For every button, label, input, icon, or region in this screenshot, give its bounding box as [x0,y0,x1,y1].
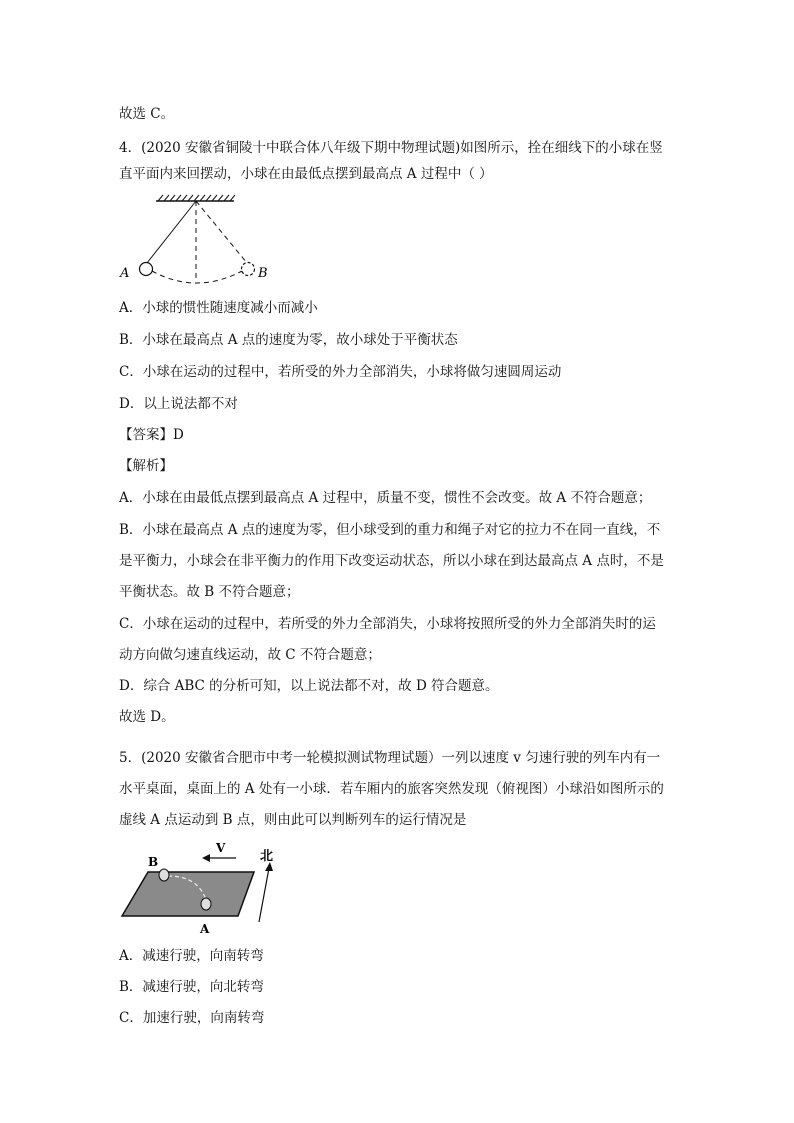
pendulum-label-a: A [120,266,130,281]
q4-option-b: B．小球在最高点 A 点的速度为零，故小球处于平衡状态 [119,332,458,348]
q4-analysis-line-1: A．小球在由最低点摆到最高点 A 过程中，质量不变，惯性不会改变。故 A 不符合题意； [119,490,652,506]
q5-option-b: B．减速行驶，向北转弯 [119,979,264,995]
q4-conclusion: 故选 D。 [119,709,175,725]
prev-conclusion: 故选 C。 [119,106,175,122]
q4-analysis-heading: 【解析】 [119,458,173,474]
pendulum-label-b: B [258,266,268,281]
pendulum-figure [116,193,286,288]
north-label: 北 [260,849,274,864]
q4-option-d: D．以上说法都不对 [119,396,238,412]
q5-stem-line-3: 虚线 A 点运动到 B 点，则由此可以判断列车的运行情况是 [119,812,467,828]
q4-stem-line-1: 4．(2020 安徽省铜陵十中联合体八年级下期中物理试题)如图所示，拴在细线下的小球在竖 [119,140,663,156]
q5-stem-line-2: 水平桌面，桌面上的 A 处有一小球．若车厢内的旅客突然发现（俯视图）小球沿如图所示的 [119,781,664,797]
q4-analysis-line-7: D．综合 ABC 的分析可知，以上说法都不对，故 D 符合题意。 [119,678,499,694]
q4-analysis-line-2: B．小球在最高点 A 点的速度为零，但小球受到的重力和绳子对它的拉力不在同一直线，不 [119,522,661,538]
q5-stem-line-1: 5．(2020 安徽省合肥市中考一轮模拟测试物理试题）一列以速度 v 匀速行驶的列车内有一 [119,750,661,766]
q5-option-a: A．减速行驶，向南转弯 [119,948,264,964]
q4-analysis-line-6: 动方向做匀速直线运动，故 C 不符合题意； [119,647,381,663]
q4-option-c: C．小球在运动的过程中，若所受的外力全部消失，小球将做匀速圆周运动 [119,364,562,380]
q4-option-a: A．小球的惯性随速度减小而减小 [119,300,318,316]
q4-analysis-line-3: 是平衡力，小球会在非平衡力的作用下改变运动状态，所以小球在到达最高点 A 点时，不是 [119,553,664,569]
table-label-a: A [200,922,210,936]
q4-answer: 【答案】D [119,427,184,443]
q4-stem-line-2: 直平面内来回摆动，小球在由最低点摆到最高点 A 过程中（ ） [119,166,493,182]
table-label-b: B [148,855,159,869]
velocity-label: V [216,841,226,855]
q4-analysis-line-4: 平衡状态。故 B 不符合题意； [119,584,300,600]
q5-option-c: C．加速行驶，向南转弯 [119,1010,265,1026]
train-table-figure [118,838,283,938]
q4-analysis-line-5: C．小球在运动的过程中，若所受的外力全部消失，小球将按照所受的外力全部消失时的运 [119,616,656,632]
